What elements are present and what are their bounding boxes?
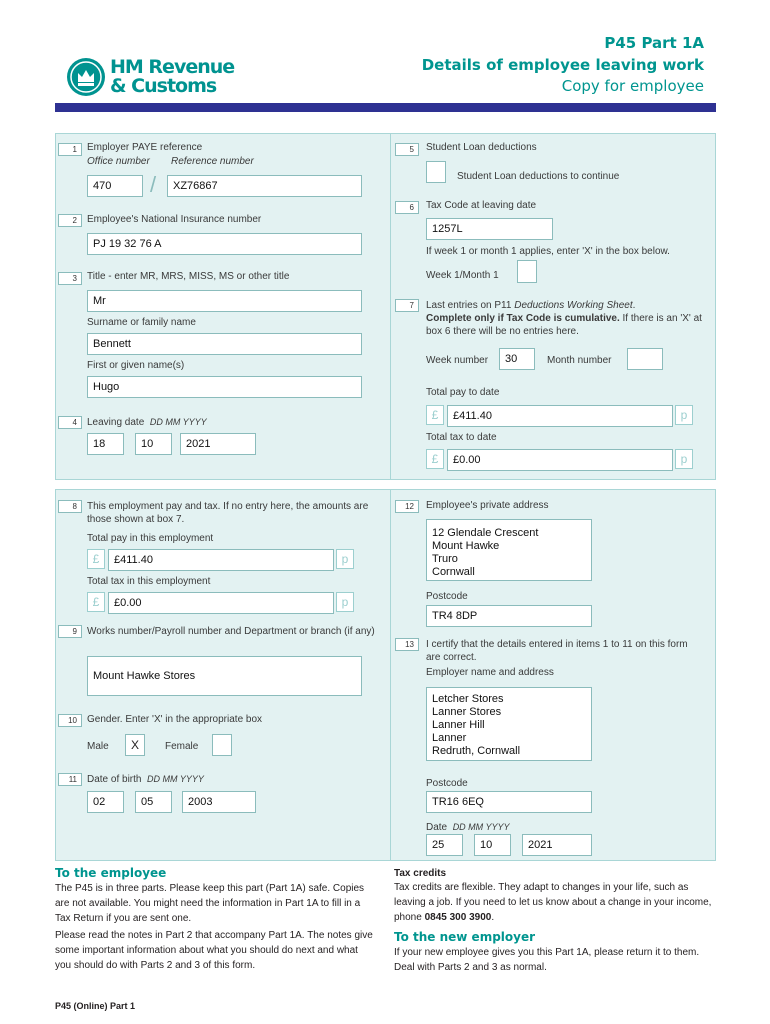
cert-month-field[interactable]: 10 (474, 834, 511, 856)
form-subtitle: Details of employee leaving work (421, 56, 704, 74)
surname-field[interactable]: Bennett (87, 333, 362, 355)
box-number-9: 9 (58, 625, 82, 638)
works-number-field[interactable]: Mount Hawke Stores (87, 656, 362, 696)
works-number-label: Works number/Payroll number and Department or branch (if any) (87, 626, 375, 637)
org-name-line2: & Customs (110, 75, 217, 97)
surname-label: Surname or family name (87, 317, 196, 328)
title-label: Title - enter MR, MRS, MISS, MS or other title (87, 271, 290, 282)
cert-date-hint: DD MM YYYY (452, 822, 510, 832)
tax-pence-sign: p (675, 449, 693, 469)
panel-divider (390, 133, 391, 480)
reference-number-field[interactable]: XZ76867 (167, 175, 362, 197)
emp-tax-pence-sign: p (336, 592, 354, 612)
ni-number-label: Employee's National Insurance number (87, 214, 262, 225)
week-number-label: Week number (426, 355, 489, 366)
week1-checkbox[interactable] (517, 260, 537, 283)
box-number-5: 5 (395, 143, 419, 156)
form-title: P45 Part 1A (604, 34, 704, 52)
last-entries-text: Last entries on P11 (426, 300, 512, 311)
cert-date-label: Date (426, 822, 448, 833)
month-number-label: Month number (547, 355, 612, 366)
employer-postcode-label: Postcode (426, 778, 468, 789)
tax-credits-phone: 0845 300 3900 (424, 912, 492, 923)
employer-name-label: Employer name and address (426, 667, 554, 678)
first-name-field[interactable]: Hugo (87, 376, 362, 398)
to-employee-para1: The P45 is in three parts. Please keep this part (Part 1A) safe. Copies are not available. You might need the information in Part 1A to fill in a Tax Return if you are sent one. (55, 883, 365, 924)
week-number-field[interactable]: 30 (499, 348, 535, 370)
student-loan-label: Student Loan deductions (426, 142, 537, 153)
employer-address-field[interactable]: Letcher Stores Lanner Stores Lanner Hill Lanner Redruth, Cornwall (426, 687, 592, 761)
leaving-date-hint: DD MM YYYY (149, 417, 207, 427)
box-number-10: 10 (58, 714, 82, 727)
tax-pound-sign: £ (426, 449, 444, 469)
employment-pay-tax-label: This employment pay and tax. If no entry here, the amounts are those shown at box 7. (87, 501, 369, 525)
pay-in-employment-field[interactable]: £411.40 (108, 549, 334, 571)
dob-label: Date of birth (87, 774, 142, 785)
gender-label: Gender. Enter 'X' in the appropriate box (87, 714, 263, 725)
leaving-year-field[interactable]: 2021 (180, 433, 256, 455)
student-loan-continue-label: Student Loan deductions to continue (457, 171, 620, 182)
male-checkbox[interactable]: X (125, 734, 145, 756)
last-entries-stop: . (632, 300, 636, 311)
last-entries-label (426, 299, 708, 338)
dob-month-field[interactable]: 05 (135, 791, 172, 813)
form-id: P45 (Online) Part 1 (55, 1001, 136, 1011)
employer-paye-label: Employer PAYE reference (87, 142, 203, 153)
ref-separator: / (150, 172, 157, 197)
new-employer-heading: To the new employer (394, 930, 536, 944)
private-address-label: Employee's private address (426, 500, 549, 511)
pay-pence-sign: p (675, 405, 693, 425)
to-employee-heading: To the employee (55, 866, 167, 880)
box-number-6: 6 (395, 201, 419, 214)
emp-tax-pound-sign: £ (87, 592, 105, 612)
no-entries-note: If there is an 'X' at box 6 there will be no entries here. (426, 313, 702, 337)
cumulative-note: Complete only if Tax Code is cumulative. (426, 313, 620, 324)
employer-postcode-field[interactable]: TR16 6EQ (426, 791, 592, 813)
form-copy-label: Copy for employee (561, 77, 704, 95)
emp-pay-pence-sign: p (336, 549, 354, 569)
tax-in-employment-field[interactable]: £0.00 (108, 592, 334, 614)
month-number-field[interactable] (627, 348, 663, 370)
box-number-11: 11 (58, 773, 82, 786)
to-employee-para2: Please read the notes in Part 2 that accompany Part 1A. The notes give some important information about what you should do next and what you should do with Parts 2 and 3 of this form. (55, 930, 373, 971)
box-number-8: 8 (58, 500, 82, 513)
tax-code-label: Tax Code at leaving date (426, 200, 537, 211)
crown-logo-icon (67, 58, 105, 96)
box-number-3: 3 (58, 272, 82, 285)
week1-note: If week 1 or month 1 applies, enter 'X' in the box below. (426, 246, 670, 257)
box-number-12: 12 (395, 500, 419, 513)
header-bar (55, 103, 716, 112)
total-tax-to-date-label: Total tax to date (426, 432, 497, 443)
female-checkbox[interactable] (212, 734, 232, 756)
cert-year-field[interactable]: 2021 (522, 834, 592, 856)
box-number-1: 1 (58, 143, 82, 156)
ni-number-field[interactable]: PJ 19 32 76 A (87, 233, 362, 255)
total-pay-to-date-field[interactable]: £411.40 (447, 405, 673, 427)
tax-in-employment-label: Total tax in this employment (87, 576, 211, 587)
title-field[interactable]: Mr (87, 290, 362, 312)
dob-hint: DD MM YYYY (147, 774, 204, 784)
box-number-7: 7 (395, 299, 419, 312)
leaving-day-field[interactable]: 18 (87, 433, 124, 455)
pay-pound-sign: £ (426, 405, 444, 425)
tax-credits-text: Tax credits are flexible. They adapt to changes in your life, such as leaving a job. If you need to let us know about a change in your income, phone (394, 882, 712, 923)
leaving-date-label: Leaving date (87, 417, 145, 428)
total-tax-to-date-field[interactable]: £0.00 (447, 449, 673, 471)
tax-credits-stop: . (491, 912, 495, 923)
org-name-line1: HM Revenue (110, 56, 235, 78)
tax-credits-heading: Tax credits (394, 868, 447, 879)
total-pay-to-date-label: Total pay to date (426, 387, 500, 398)
panel-divider-2 (390, 489, 391, 861)
working-sheet-text: Deductions Working Sheet (514, 300, 633, 311)
female-label: Female (165, 741, 199, 752)
reference-number-label: Reference number (171, 156, 254, 167)
first-name-label: First or given name(s) (87, 360, 185, 371)
postcode-label: Postcode (426, 591, 468, 602)
box-number-2: 2 (58, 214, 82, 227)
emp-pay-pound-sign: £ (87, 549, 105, 569)
tax-credits-para (394, 880, 716, 925)
certify-label: I certify that the details entered in items 1 to 11 on this form are correct. (426, 639, 688, 663)
male-label: Male (87, 741, 109, 752)
dob-day-field[interactable]: 02 (87, 791, 124, 813)
box-number-13: 13 (395, 638, 419, 651)
box-number-4: 4 (58, 416, 82, 429)
tax-code-field[interactable]: 1257L (426, 218, 553, 240)
postcode-field[interactable]: TR4 8DP (426, 605, 592, 627)
office-number-label: Office number (87, 156, 150, 167)
new-employer-para: If your new employee gives you this Part 1A, please return it to them. Deal with Parts 2 and 3 as normal. (394, 947, 700, 973)
week1-label: Week 1/Month 1 (426, 270, 499, 281)
pay-in-employment-label: Total pay in this employment (87, 533, 214, 544)
dob-year-field[interactable]: 2003 (182, 791, 256, 813)
cert-day-field[interactable]: 25 (426, 834, 463, 856)
office-number-field[interactable]: 470 (87, 175, 143, 197)
private-address-field[interactable]: 12 Glendale Crescent Mount Hawke Truro Cornwall (426, 519, 592, 581)
student-loan-checkbox[interactable] (426, 161, 446, 183)
leaving-month-field[interactable]: 10 (135, 433, 172, 455)
